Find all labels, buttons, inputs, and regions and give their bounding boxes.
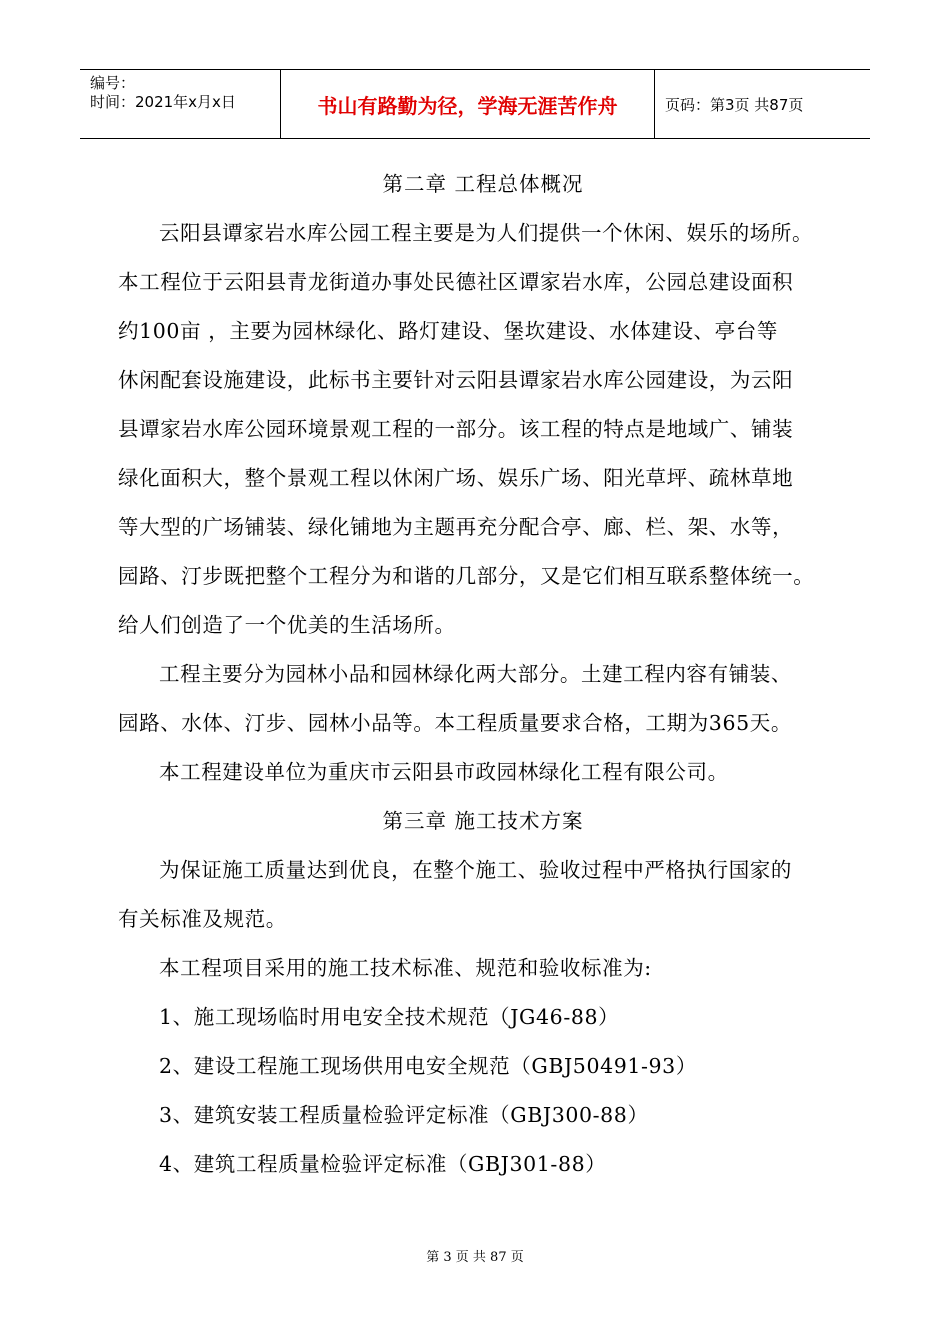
paragraph-line: 云阳县谭家岩水库公园工程主要是为人们提供一个休闲、娱乐的场所。 [159,221,814,245]
standard-list-item: 4、建筑工程质量检验评定标准（GBJ301-88） [159,1152,607,1176]
paragraph-line: 本工程位于云阳县青龙街道办事处民德社区谭家岩水库，公园总建设面积 [118,270,794,294]
time-label: 时间：2021年x月x日 [90,93,236,111]
header-page-info: 页码：第3页 共87页 [665,95,804,114]
standard-list-item: 1、施工现场临时用电安全技术规范（JG46-88） [159,1005,620,1029]
paragraph-line: 本工程建设单位为重庆市云阳县市政园林绿化工程有限公司。 [159,760,729,784]
header-meta-cell [80,70,281,138]
paragraph-line: 约100亩 ，主要为园林绿化、路灯建设、堡坎建设、水体建设、亭台等 [118,319,778,343]
paragraph-line: 县谭家岩水库公园环境景观工程的一部分。该工程的特点是地域广、铺装 [118,417,794,441]
paragraph-line: 园路、水体、汀步、园林小品等。本工程质量要求合格，工期为365天。 [118,711,792,735]
paragraph-line: 为保证施工质量达到优良，在整个施工、验收过程中严格执行国家的 [159,858,792,882]
document-body [118,160,848,1189]
document-header [80,69,870,139]
paragraph-line: 本工程项目采用的施工技术标准、规范和验收标准为: [159,956,652,980]
paragraph-line: 休闲配套设施建设，此标书主要针对云阳县谭家岩水库公园建设，为云阳 [118,368,794,392]
paragraph-line: 绿化面积大，整个景观工程以休闲广场、娱乐广场、阳光草坪、疏林草地 [118,466,794,490]
standard-list-item: 3、建筑安装工程质量检验评定标准（GBJ300-88） [159,1103,649,1127]
paragraph-line: 给人们创造了一个优美的生活场所。 [118,613,456,637]
header-motto: 书山有路勤为径，学海无涯苦作舟 [281,70,655,138]
paragraph-line: 有关标准及规范。 [118,907,287,931]
number-label: 编号： [90,74,136,92]
paragraph-line: 园路、汀步既把整个工程分为和谐的几部分，又是它们相互联系整体统一。 [118,564,815,588]
page-footer: 第 3 页 共 87 页 [426,1250,524,1265]
paragraph-line: 工程主要分为园林小品和园林绿化两大部分。土建工程内容有铺装、 [159,662,792,686]
chapter-2-heading: 第二章 工程总体概况 [382,172,584,196]
chapter-3-heading: 第三章 施工技术方案 [382,809,584,833]
standard-list-item: 2、建设工程施工现场供用电安全规范（GBJ50491-93） [159,1054,697,1078]
paragraph-line: 等大型的广场铺装、绿化铺地为主题再充分配合亭、廊、栏、架、水等， [118,515,794,539]
